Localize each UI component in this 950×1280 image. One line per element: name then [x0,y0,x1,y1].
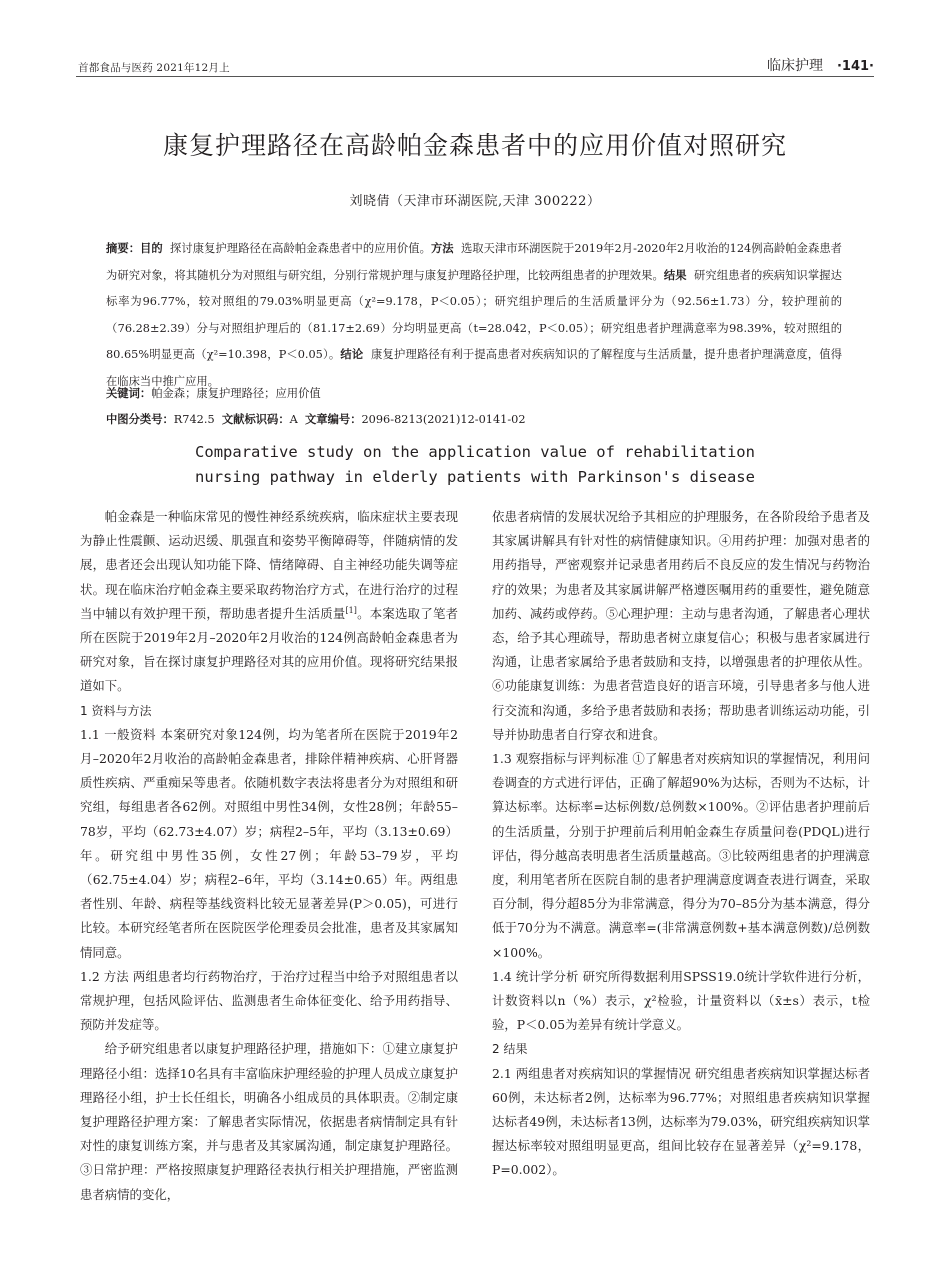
section-1-3: 1.3 观察指标与评判标准 ①了解患者对疾病知识的掌握情况，利用问卷调查的方式进行评估，正确了解超90%为达标，否则为不达标，计算达标率。达标率=达标例数/总例数×100%。②评估患者护理前后的生活质量，分别于护理前后利用帕金森生存质量问卷(PDQL)进行评估，得分越高表明患者生活质量越高。③比较两组患者的护理满意度，利用笔者所在医院自制的患者护理满意度调查表进行调查，采取百分制，得分超85分为非常满意，得分为70–85分为基本满意，得分低于70分为不满意。满意率=(非常满意例数+基本满意例数)/总例数×100%。 [492,751,870,960]
doc-code-label: 文献标识码： [221,413,290,426]
article-number-label: 文章编号： [305,413,362,426]
conclusion-label: 结论 [340,348,364,362]
keywords [106,385,842,401]
abstract-label: 摘要： [106,242,141,255]
section-1-4: 1.4 统计学分析 研究所得数据利用SPSS19.0统计学软件进行分析，计数资料以n（%）表示，χ²检验，计量资料以（x̄±s）表示，t检验，P＜0.05为差异有统计学意义。 [492,968,870,1033]
keywords-label: 关键词： [106,387,152,400]
body-column-left [80,505,458,1207]
result-text: 研究组患者的疾病知识掌握达标率为96.77%，较对照组的79.03%明显更高（χ²=9.178，P＜0.05）；研究组护理后的生活质量评分为（92.56±1.73）分，较护理前的（76.28±2.39）分与对照组护理后的（81.17±2.69）分均明显更高（t=28.042，P＜0.05）；研究组患者护理满意率为98.39%，较对照组的80.65%明显更高（χ²=10.398，P＜0.05）。 [106,268,842,362]
abstract [106,236,842,396]
section-2-1: 2.1 两组患者对疾病知识的掌握情况 研究组患者疾病知识掌握达标者60例，未达标者2例，达标率为96.77%；对照组患者疾病知识掌握达标者49例，未达标者13例，达标率为79.03%，研究组疾病知识掌握达标率较对照组明显更高，组间比较存在显著差异（χ²=9.178，P=0.002）。 [492,1065,870,1178]
page-number: ·141· [836,59,874,74]
body-column-right [492,505,870,1183]
method-label: 方法 [430,242,454,255]
section-1-1: 1.1 一般资料 本案研究对象124例，均为笔者所在医院于2019年2月–2020年2月收治的高龄帕金森患者，排除伴精神疾病、心肝肾器质性疾病、严重痴呆等患者。依随机数字表法将患者分为对照组和研究组，每组患者各62例。对照组中男性34例，女性28例；年龄55–78岁，平均（62.73±4.07）岁；病程2–5年，平均（3.13±0.69）年。研究组中男性35例，女性27例；年龄53–79岁，平均（62.75±4.04）岁；病程2–6年，平均（3.14±0.65）年。两组患者性别、年龄、病程等基线资料比较无显著差异(P＞0.05)，可进行比较。本研究经笔者所在医院医学伦理委员会批准，患者及其家属知情同意。 [80,726,458,960]
doc-code-value: A [289,413,298,426]
method-text: 选取天津市环湖医院于2019年2月-2020年2月收治的124例高龄帕金森患者为研究对象，将其随机分为对照组与研究组，分别行常规护理与康复护理路径护理，比较两组患者的护理效果。 [106,242,842,282]
english-title [0,440,950,490]
intro-paragraph [80,505,458,699]
section-1-2-tail: 依患者病情的发展状况给予其相应的护理服务，在各阶段给予患者及其家属讲解具有针对性的病情健康知识。④用药护理：加强对患者的用药指导，严密观察并记录患者用药后不良反应的发生情况与药物治疗的效果；为患者及其家属讲解严格遵医嘱用药的重要性，避免随意加药、减药或停药。⑤心理护理：主动与患者沟通，了解患者心理状态，给予其心理疏导，帮助患者树立康复信心；积极与患者家属进行沟通，让患者家属给予患者鼓励和支持，以增强患者的护理依从性。⑥功能康复训练：为患者营造良好的语言环境，引导患者多与他人进行交流和沟通，多给予患者鼓励和表扬；帮助患者训练运动功能，引导并协助患者自行穿衣和进食。 [492,509,870,742]
keywords-text: 帕金森；康复护理路径；应用价值 [151,387,321,400]
author-line: 刘晓倩（天津市环湖医院,天津 300222） [349,194,601,209]
english-title-line-2: nursing pathway in elderly patients with Parkinson's disease [195,468,755,486]
purpose-text: 探讨康复护理路径在高龄帕金森患者中的应用价值。 [170,242,431,255]
header-rule [76,76,874,77]
section-2-heading: 2 结果 [492,1042,528,1057]
clc-value: R742.5 [173,413,215,426]
conclusion-text: 康复护理路径有利于提高患者对疾病知识的了解程度与生活质量，提升患者护理满意度，值得在临床当中推广应用。 [106,348,842,388]
intro-text-b: 。本案选取了笔者所在医院于2019年2月–2020年2月收治的124例高龄帕金森患者为研究对象，旨在探讨康复护理路径对其的应用价值。现将研究结果报道如下。 [80,605,459,694]
intro-text-a: 帕金森是一种临床常见的慢性神经系统疾病，临床症状主要表现为静止性震颤、运动迟缓、肌强直和姿势平衡障碍等，伴随病情的发展，患者还会出现认知功能下降、情绪障碍、自主神经功能失调等症状。现在临床治疗帕金森主要采取药物治疗方式，在进行治疗的过程当中辅以有效护理干预，帮助患者提升生活质量 [80,509,458,621]
purpose-label: 目的 [140,242,163,255]
result-label: 结果 [663,268,687,282]
classification [106,411,842,427]
article-number-value: 2096-8213(2021)12-0141-02 [361,413,526,426]
english-title-line-1: Comparative study on the application value of rehabilitation [195,443,755,461]
section-1-heading: 1 资料与方法 [80,703,152,718]
citation-1: [1] [345,605,357,615]
journal-header: 首都食品与医药 2021年12月上 [78,62,230,74]
clc-label: 中图分类号： [106,413,174,426]
section-1-2: 1.2 方法 两组患者均行药物治疗，于治疗过程当中给予对照组患者以常规护理，包括风险评估、监测患者生命体征变化、给予用药指导、预防并发症等。 [80,968,458,1033]
section-1-2-continued: 给予研究组患者以康复护理路径护理，措施如下：①建立康复护理路径小组：选择10名具有丰富临床护理经验的护理人员成立康复护理路径小组，护士长任组长，明确各小组成员的具体职责。②制定康复护理路径护理方案：了解患者实际情况，依据患者病情制定具有针对性的康复训练方案，并与患者及其家属沟通，制定康复护理路径。③日常护理：严格按照康复护理路径表执行相关护理措施，严密监测患者病情的变化， [80,1041,458,1202]
section-header [767,55,874,75]
section-name: 临床护理 [766,58,823,74]
paper-title: 康复护理路径在高龄帕金森患者中的应用价值对照研究 [162,131,787,160]
